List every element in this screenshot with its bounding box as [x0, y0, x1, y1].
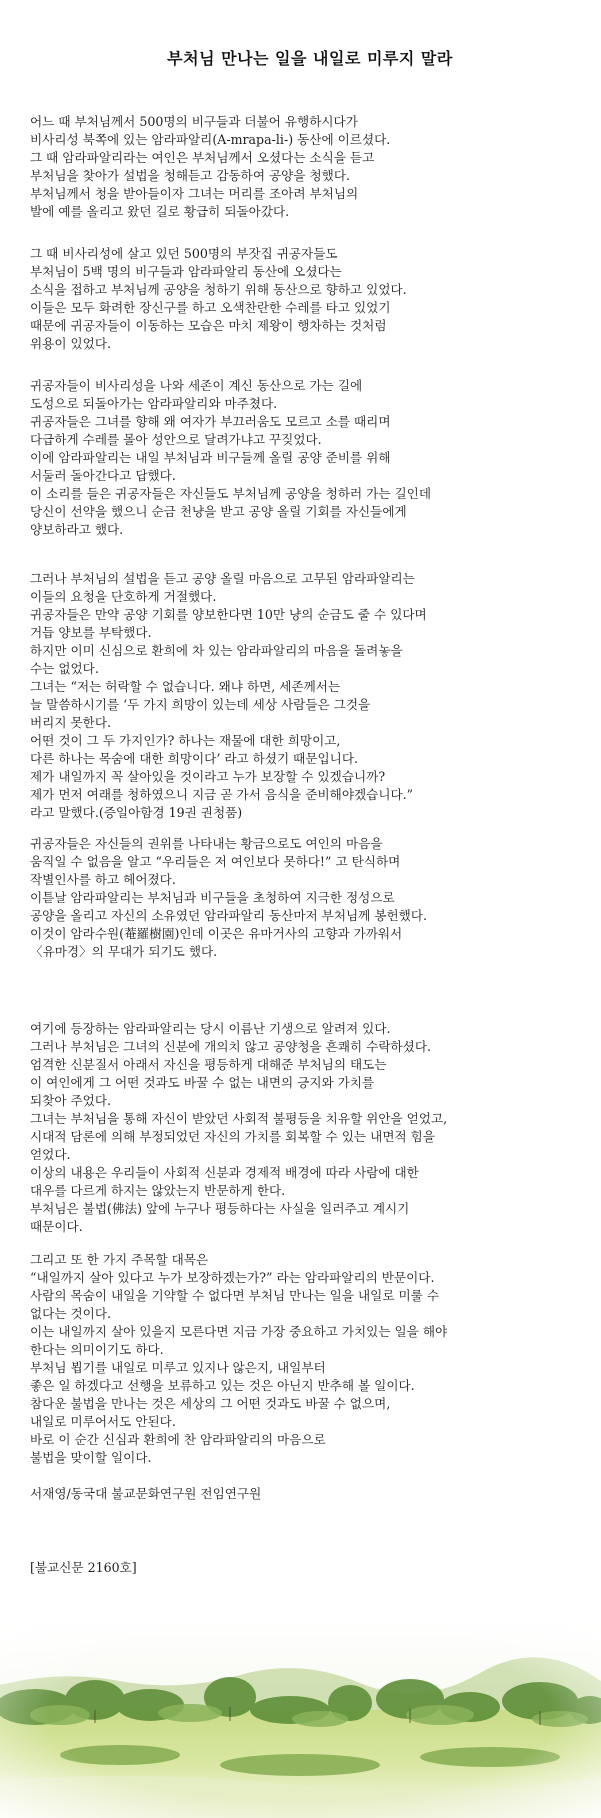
text-line: 이 소리를 들은 귀공자들은 자신들도 부처님께 공양을 청하러 가는 길인데	[30, 486, 431, 501]
text-line: 이에 암라파알리는 내일 부처님과 비구들께 올릴 공양 준비를 위해	[30, 450, 391, 465]
text-line: 공양을 올리고 자신의 소유였던 암라파알리 동산마저 부처님께 봉헌했다.	[30, 908, 427, 923]
text-line: 이 여인에게 그 어떤 것과도 바꿀 수 없는 내면의 긍지와 가치를	[30, 1075, 375, 1090]
paragraph	[30, 377, 590, 539]
text-line: 다른 하나는 목숨에 대한 희망이다’ 라고 하셨기 때문입니다.	[30, 751, 359, 766]
article-title: 부처님 만나는 일을 내일로 미루지 말라	[167, 49, 453, 68]
text-line: 도성으로 되돌아가는 암라파알리와 마주쳤다.	[30, 396, 278, 411]
source-note: [불교신문 2160호]	[30, 1560, 137, 1575]
text-line: 없다는 것이다.	[30, 1306, 111, 1321]
text-line: 얻었다.	[30, 1147, 71, 1162]
text-line: 늘 말씀하시기를 ‘두 가지 희망이 있는데 세상 사람들은 그것을	[30, 697, 371, 712]
text-line: 부처님을 찾아가 설법을 청해듣고 감동하여 공양을 청했다.	[30, 168, 350, 183]
text-line: 이는 내일까지 살아 있을지 모른다면 지금 가장 중요하고 가치있는 일을 해야	[30, 1324, 448, 1339]
text-line: 부처님께서 청을 받아들이자 그녀는 머리를 조아려 부처님의	[30, 186, 359, 201]
text-line: 부처님은 불법(佛法) 앞에 누구나 평등하다는 사실을 일러주고 계시기	[30, 1201, 410, 1216]
text-line: 비사리성 북쪽에 있는 암라파알리(A-mrapa-li-) 동산에 이르셨다.	[30, 132, 391, 147]
paragraph	[30, 570, 590, 822]
text-line: 부처님이 5백 명의 비구들과 암라파알리 동산에 오셨다는	[30, 264, 342, 279]
text-line: 여기에 등장하는 암라파알리는 당시 이름난 기생으로 알려져 있다.	[30, 1021, 391, 1036]
text-line: 거듭 양보를 부탁했다.	[30, 625, 152, 640]
text-line: 귀공자들은 자신들의 권위를 나타내는 황금으로도 여인의 마음을	[30, 836, 383, 851]
author-credit: 서재영/동국대 불교문화연구원 전임연구원	[30, 1486, 262, 1501]
source-note-block	[30, 1559, 590, 1577]
text-line: 불법을 맞이할 일이다.	[30, 1450, 152, 1465]
text-line: 대우를 다르게 하지는 않았는지 반문하게 한다.	[30, 1183, 286, 1198]
text-line: 〈유마경〉의 무대가 되기도 했다.	[30, 944, 218, 959]
text-line: 그리고 또 한 가지 주목할 대목은	[30, 1252, 209, 1267]
text-line: 귀공자들이 비사리성을 나와 세존이 계신 동산으로 가는 길에	[30, 378, 363, 393]
text-line: 수는 없었다.	[30, 661, 99, 676]
text-line: 되찾아 주었다.	[30, 1093, 111, 1108]
landscape-illustration	[0, 1615, 601, 1818]
paragraph	[30, 245, 590, 353]
author-credit-block	[30, 1485, 590, 1503]
text-line: 참다운 불법을 만나는 것은 세상의 그 어떤 것과도 바꿀 수 없으며,	[30, 1396, 391, 1411]
text-line: 이들의 요청을 단호하게 거절했다.	[30, 589, 217, 604]
text-line: 이상의 내용은 우리들이 사회적 신분과 경제적 배경에 따라 사람에 대한	[30, 1165, 419, 1180]
text-line: 귀공자들은 만약 공양 기회를 양보한다면 10만 냥의 순금도 줄 수 있다며	[30, 607, 427, 622]
text-line: 위용이 있었다.	[30, 336, 111, 351]
text-line: 사람의 목숨이 내일을 기약할 수 없다면 부처님 만나는 일을 내일로 미룰 수	[30, 1288, 440, 1303]
text-line: 그 때 비사리성에 살고 있던 500명의 부잣집 귀공자들도	[30, 246, 338, 261]
text-line: 그 때 암라파알리라는 여인은 부처님께서 오셨다는 소식을 듣고	[30, 150, 375, 165]
text-line: 버리지 못한다.	[30, 715, 111, 730]
text-line: 이튿날 암라파알리는 부처님과 비구들을 초청하여 지극한 정성으로	[30, 890, 395, 905]
text-line: 그녀는 “저는 허락할 수 없습니다. 왜냐 하면, 세존께서는	[30, 679, 341, 694]
text-line: 그녀는 부처님을 통해 자신이 받았던 사회적 불평등을 치유할 위안을 얻었고,	[30, 1111, 448, 1126]
paragraph	[30, 1251, 590, 1467]
text-line: 어떤 것이 그 두 가지인가? 하나는 재물에 대한 희망이고,	[30, 733, 341, 748]
text-line: 한다는 의미이기도 하다.	[30, 1342, 164, 1357]
text-line: 부처님 뵙기를 내일로 미루고 있지나 않은지, 내일부터	[30, 1360, 326, 1375]
text-line: “내일까지 살아 있다고 누가 보장하겠는가?” 라는 암라파알리의 반문이다.	[30, 1270, 435, 1285]
paragraph	[30, 1020, 590, 1236]
text-line: 양보하라고 했다.	[30, 522, 124, 537]
text-line: 때문에 귀공자들이 이동하는 모습은 마치 제왕이 행차하는 것처럼	[30, 318, 387, 333]
text-line: 엄격한 신분질서 아래서 자신을 평등하게 대해준 부처님의 태도는	[30, 1057, 387, 1072]
text-line: 바로 이 순간 신심과 환희에 찬 암라파알리의 마음으로	[30, 1432, 326, 1447]
text-line: 좋은 일 하겠다고 선행을 보류하고 있는 것은 아닌지 반추해 볼 일이다.	[30, 1378, 415, 1393]
text-line: 움직일 수 없음을 알고 “우리들은 저 여인보다 못하다!” 고 탄식하며	[30, 854, 401, 869]
text-line: 하지만 이미 신심으로 환희에 차 있는 암라파알리의 마음을 돌려놓을	[30, 643, 403, 658]
text-line: 어느 때 부처님께서 500명의 비구들과 더불어 유행하시다가	[30, 114, 358, 129]
text-line: 작별인사를 하고 헤어졌다.	[30, 872, 176, 887]
text-line: 라고 말했다.(증일아함경 19권 권청품)	[30, 805, 243, 820]
paragraph	[30, 835, 590, 961]
text-line: 발에 예를 올리고 왔던 길로 황급히 되돌아갔다.	[30, 204, 290, 219]
text-line: 이들은 모두 화려한 장신구를 하고 오색찬란한 수레를 타고 있었기	[30, 300, 391, 315]
text-line: 제가 내일까지 꼭 살아있을 것이라고 누가 보장할 수 있겠습니까?	[30, 769, 386, 784]
text-line: 시대적 담론에 의해 부정되었던 자신의 가치를 회복할 수 있는 내면적 힘을	[30, 1129, 435, 1144]
text-line: 다급하게 수레를 몰아 성안으로 달려가냐고 꾸짖었다.	[30, 432, 322, 447]
text-line: 소식을 접하고 부처님께 공양을 청하기 위해 동산으로 향하고 있었다.	[30, 282, 407, 297]
text-line: 당신이 선약을 했으니 순금 천냥을 받고 공양 올릴 기회를 자신들에게	[30, 504, 407, 519]
paragraph	[30, 113, 590, 221]
text-line: 그러나 부처님의 설법을 듣고 공양 올릴 마음으로 고무된 암라파알리는	[30, 571, 415, 586]
text-line: 귀공자들은 그녀를 향해 왜 여자가 부끄러움도 모르고 소를 때리며	[30, 414, 391, 429]
text-line: 그러나 부처님은 그녀의 신분에 개의치 않고 공양청을 흔쾌히 수락하셨다.	[30, 1039, 431, 1054]
text-line: 내일로 미루어서도 안된다.	[30, 1414, 176, 1429]
text-line: 제가 먼저 여래를 청하였으니 지금 곧 가서 음식을 준비해야겠습니다.”	[30, 787, 414, 802]
text-line: 이것이 암라수원(菴羅樹園)인데 이곳은 유마거사의 고향과 가까워서	[30, 926, 403, 941]
text-line: 때문이다.	[30, 1219, 83, 1234]
text-line: 서둘러 돌아간다고 답했다.	[30, 468, 176, 483]
